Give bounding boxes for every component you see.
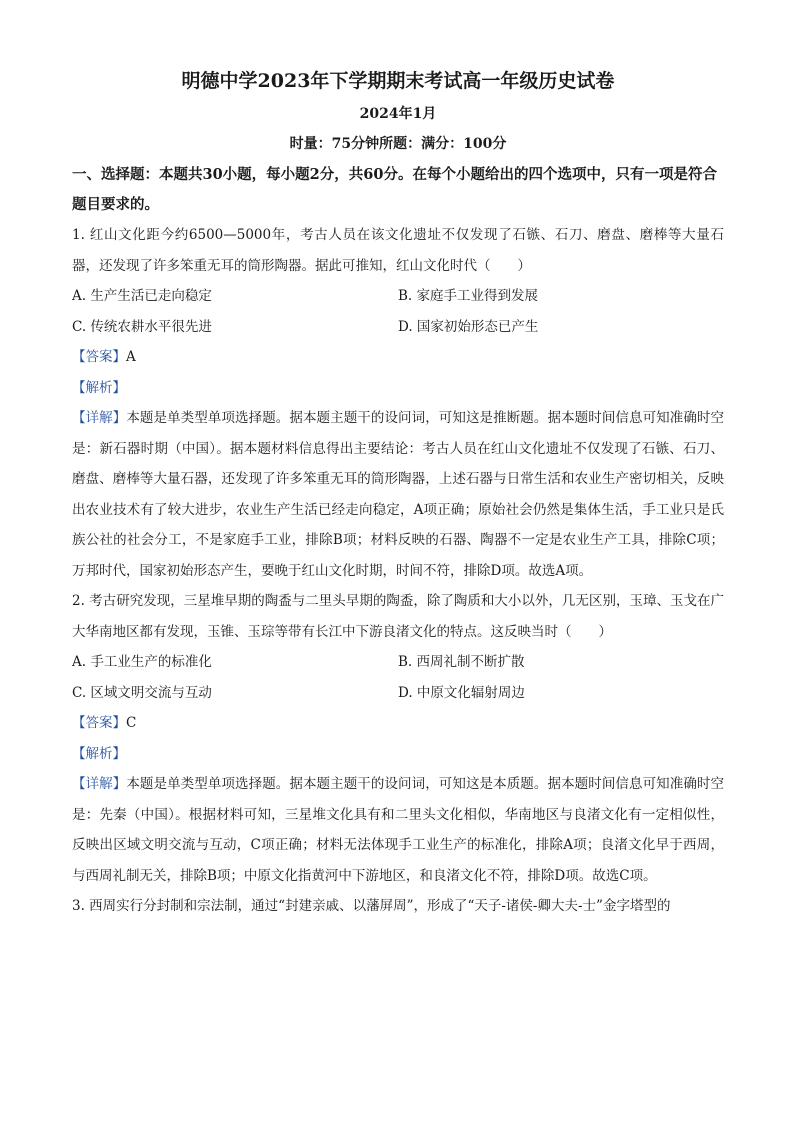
question-1-stem: 1. 红山文化距今约6500—5000年，考古人员在该文化遗址不仅发现了石镞、石刀、磨盘、磨棒等大量石器，还发现了许多笨重无耳的筒形陶器。据此可推知，红山文化时代（ ）: [72, 227, 724, 274]
option-a: A. 生产生活已走向稳定: [72, 288, 212, 304]
detail-label: 【详解】: [72, 410, 127, 426]
question-2-analysis-label: 【解析】: [72, 745, 126, 762]
option-c: C. 区域文明交流与互动: [72, 684, 212, 701]
question-1-answer: [72, 342, 724, 373]
question-2-stem: 2. 考古研究发现，三星堆早期的陶盉与二里头早期的陶盉，除了陶质和大小以外，几无区别，玉璋、玉戈在广大华南地区都有发现，玉锥、玉琮等带有长江中下游良渚文化的特点。这反映当时（ ）: [72, 593, 724, 640]
question-3-stem: 3. 西周实行分封制和宗法制，通过“封建亲戚、以藩屏周”，形成了“天子-诸侯-卿大夫-士”金字塔型的: [72, 898, 671, 914]
option-a: A. 手工业生产的标准化: [72, 654, 212, 670]
detail-label: 【详解】: [72, 776, 127, 792]
question-1-analysis-label: 【解析】: [72, 379, 126, 396]
answer-value: A: [126, 349, 136, 365]
option-d: D. 国家初始形态已产生: [398, 318, 539, 335]
question-1-options: [72, 281, 724, 342]
detail-text: 本题是单类型单项选择题。据本题主题干的设问词，可知这是推断题。据本题时间信息可知准确时空是：新石器时期（中国）。据本题材料信息得出主要结论：考古人员在红山文化遗址不仅发现了石镞、石刀、磨盘、磨棒等大量石器，还发现了许多笨重无耳的筒形陶器，上述石器与日常生活和农业生产密切相关，反映出农业技术有了较大进步，农业生产生活已经走向稳定，A项正确；原始社会仍然是集体生活，手工业只是氏族公社的社会分工，不是家庭手工业，排除B项；材料反映的石器、陶器不一定是农业生产工具，排除C项；万邦时代，国家初始形态产生，要晚于红山文化时期，时间不符，排除D项。故选A项。: [72, 410, 725, 579]
exam-meta: 时量：75分钟所题：满分：100分: [289, 136, 507, 152]
detail-text: 本题是单类型单项选择题。据本题主题干的设问词，可知这是本质题。据本题时间信息可知准确时空是：先秦（中国）。根据材料可知，三星堆文化具有和二里头文化相似，华南地区与良渚文化有一定相似性，反映出区域文明交流与互动，C项正确；材料无法体现手工业生产的标准化，排除A项；良渚文化早于西周，与西周礼制无关，排除B项；中原文化指黄河中下游地区，和良渚文化不符，排除D项。故选C项。: [72, 776, 725, 884]
section-heading: 一、选择题：本题共30小题，每小题2分，共60分。在每个小题给出的四个选项中，只有一项是符合题目要求的。: [72, 166, 717, 213]
question-2-detail: [72, 769, 724, 891]
answer-value: C: [126, 715, 137, 731]
question-2-answer: [72, 708, 724, 739]
answer-label: 【答案】: [72, 715, 126, 731]
exam-title: 明德中学2023年下学期期末考试高一年级历史试卷: [181, 70, 615, 92]
exam-date: 2024年1月: [359, 106, 437, 122]
option-b: B. 家庭手工业得到发展: [398, 288, 539, 304]
question-2-options: [72, 647, 724, 708]
exam-page: [72, 66, 724, 922]
option-c: C. 传统农耕水平很先进: [72, 318, 212, 335]
question-1-detail: [72, 403, 724, 586]
option-d: D. 中原文化辐射周边: [398, 684, 525, 701]
option-b: B. 西周礼制不断扩散: [398, 654, 525, 670]
answer-label: 【答案】: [72, 349, 126, 365]
